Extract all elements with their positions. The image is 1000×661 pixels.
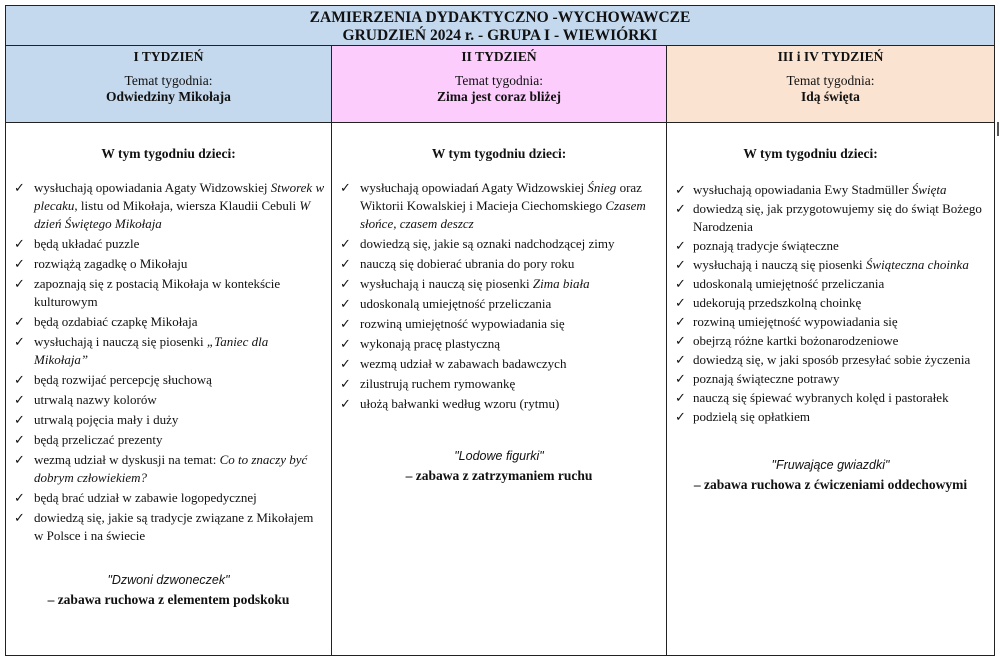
goal-item [12, 333, 325, 369]
goal-item-text: ułożą bałwanki według wzoru (rytmu) [360, 396, 560, 411]
week-1-header [6, 46, 331, 123]
week-3-4-game-name: "Fruwające gwiazdki" [771, 458, 890, 472]
week-1-game-desc: – zabawa ruchowa z elementem podskoku [47, 592, 290, 607]
week-3-4-game [673, 456, 988, 494]
checkmark-icon: ✓ [340, 180, 351, 195]
checkmark-icon: ✓ [340, 276, 351, 291]
goal-item-text: obejrzą różne kartki bożonarodzeniowe [693, 333, 899, 348]
goal-item-text: nauczą się dobierać ubrania do pory roku [360, 256, 575, 271]
goal-item [12, 451, 325, 487]
goal-item-text: , listu od Mikołaja, wiersza Klaudii Cebuli [74, 198, 300, 213]
checkmark-icon: ✓ [675, 238, 686, 253]
goal-item-title: Stworek w plecaku [34, 180, 325, 213]
week-2-game [338, 447, 660, 485]
goal-item-text: nauczą się śpiewać wybranych kolęd i pastorałek [693, 390, 949, 405]
checkmark-icon: ✓ [675, 314, 686, 329]
goal-item-text: będą brać udział w zabawie logopedycznej [34, 490, 257, 505]
goal-item-text: będą rozwijać percepcję słuchową [34, 372, 212, 387]
goal-item-text: zapoznają się z postacią Mikołaja w kontekście kulturowym [34, 276, 281, 309]
checkmark-icon: ✓ [675, 409, 686, 424]
week-1-topic-label: Temat tygodnia: [124, 73, 213, 88]
goal-item-text: wysłuchają opowiadań Agaty Widzowskiej [360, 180, 588, 195]
goal-item [673, 332, 988, 350]
checkmark-icon: ✓ [675, 390, 686, 405]
goal-item [673, 408, 988, 426]
checkmark-icon: ✓ [340, 376, 351, 391]
week-1-goals-list [12, 179, 325, 545]
checkmark-icon: ✓ [675, 276, 686, 291]
goal-item [12, 509, 325, 545]
goal-item-text: wykonają pracę plastyczną [360, 336, 501, 351]
plan-table [5, 5, 995, 656]
goal-item-text: wysłuchają i nauczą się piosenki [693, 257, 866, 272]
title-line-1: ZAMIERZENIA DYDAKTYCZNO -WYCHOWAWCZE [309, 9, 691, 26]
checkmark-icon: ✓ [675, 201, 686, 216]
week-1-column [6, 46, 332, 655]
scrollbar-marker[interactable] [997, 122, 999, 136]
goal-item-title: Śnieg [587, 180, 617, 195]
checkmark-icon: ✓ [14, 276, 25, 291]
checkmark-icon: ✓ [675, 257, 686, 272]
checkmark-icon: ✓ [675, 352, 686, 367]
goal-item-text: rozwiążą zagadkę o Mikołaju [34, 256, 188, 271]
checkmark-icon: ✓ [675, 182, 686, 197]
goal-item [673, 294, 988, 312]
checkmark-icon: ✓ [675, 371, 686, 386]
goal-item-title: „Taniec dla Mikołaja” [34, 334, 269, 367]
checkmark-icon: ✓ [14, 334, 25, 349]
checkmark-icon: ✓ [14, 432, 25, 447]
goal-item-text: rozwiną umiejętność wypowiadania się [693, 314, 898, 329]
goal-item-text: oraz Wiktorii Kowalskiej i Macieja Ciechomskiego [360, 180, 642, 213]
checkmark-icon: ✓ [14, 256, 25, 271]
week-3-4-column [667, 46, 994, 655]
checkmark-icon: ✓ [14, 392, 25, 407]
goal-item-text: będą ozdabiać czapkę Mikołaja [34, 314, 198, 329]
week-1-topic: Odwiedziny Mikołaja [106, 89, 231, 104]
goal-item-text: będą przeliczać prezenty [34, 432, 163, 447]
title-line-2: GRUDZIEŃ 2024 r. - GRUPA I - WIEWIÓRKI [342, 27, 658, 44]
goal-item-text: poznają tradycje świąteczne [693, 238, 839, 253]
goal-item [12, 489, 325, 507]
goal-item [12, 431, 325, 449]
week-1-subtitle: W tym tygodniu dzieci: [101, 146, 236, 161]
goal-item [338, 235, 660, 253]
goal-item [338, 179, 660, 233]
checkmark-icon: ✓ [340, 236, 351, 251]
goal-item-text: udekorują przedszkolną choinkę [693, 295, 862, 310]
week-3-4-header [667, 46, 994, 123]
goal-item-title: Czasem słońce, czasem deszcz [360, 198, 646, 231]
week-2-column [332, 46, 667, 655]
goal-item [338, 355, 660, 373]
checkmark-icon: ✓ [14, 412, 25, 427]
checkmark-icon: ✓ [14, 490, 25, 505]
week-2-topic: Zima jest coraz bliżej [436, 89, 562, 104]
week-2-goals-list [338, 179, 660, 413]
goal-item-text: wysłuchają opowiadania Agaty Widzowskiej [34, 180, 271, 195]
goal-item-title: Święta [911, 182, 947, 197]
checkmark-icon: ✓ [340, 356, 351, 371]
goal-item [338, 335, 660, 353]
goal-item-title: Zima biała [532, 276, 590, 291]
goal-item [673, 370, 988, 388]
goal-item [338, 255, 660, 273]
goal-item-text: wysłuchają opowiadania Ewy Stadmüller [693, 182, 912, 197]
table-title [6, 6, 994, 46]
week-3-4-topic: Idą święta [801, 89, 860, 104]
week-3-4-label: III i IV TYDZIEŃ [777, 49, 884, 64]
goal-item-text: dowiedzą się, jak przygotowujemy się do świąt Bożego Narodzenia [693, 201, 982, 234]
goal-item-text: poznają świąteczne potrawy [693, 371, 840, 386]
week-2-header [332, 46, 666, 123]
goal-item [12, 391, 325, 409]
goal-item-text: udoskonalą umiejętność przeliczania [360, 296, 552, 311]
goal-item-text: będą układać puzzle [34, 236, 140, 251]
week-1-game [12, 571, 325, 609]
week-2-topic-label: Temat tygodnia: [455, 73, 543, 88]
checkmark-icon: ✓ [340, 256, 351, 271]
goal-item-text: wysłuchają i nauczą się piosenki [360, 276, 533, 291]
goal-item-title: Świąteczna choinka [865, 257, 969, 272]
goal-item-title: Co to znaczy być dobrym człowiekiem? [34, 452, 308, 485]
goal-item [338, 375, 660, 393]
goal-item [12, 255, 325, 273]
checkmark-icon: ✓ [14, 452, 25, 467]
goal-item [673, 313, 988, 331]
goal-item [12, 235, 325, 253]
week-2-game-name: "Lodowe figurki" [454, 449, 544, 463]
checkmark-icon: ✓ [340, 396, 351, 411]
goal-item-text: wysłuchają i nauczą się piosenki [34, 334, 207, 349]
week-2-subtitle: W tym tygodniu dzieci: [431, 146, 567, 161]
goal-item [673, 351, 988, 369]
goal-item [338, 295, 660, 313]
week-3-4-game-desc: – zabawa ruchowa z ćwiczeniami oddechowymi [693, 477, 968, 492]
week-2-game-desc: – zabawa z zatrzymaniem ruchu [405, 468, 593, 483]
goal-item [12, 371, 325, 389]
goal-item [12, 179, 325, 233]
checkmark-icon: ✓ [14, 314, 25, 329]
goal-item-text: dowiedzą się, jakie są tradycje związane z Mikołajem w Polsce i na świecie [34, 510, 314, 543]
goal-item-title: W dzień Świętego Mikołaja [34, 198, 311, 231]
goal-item [338, 275, 660, 293]
goal-item [12, 313, 325, 331]
goal-item-text: dowiedzą się, w jaki sposób przesyłać sobie życzenia [693, 352, 971, 367]
checkmark-icon: ✓ [675, 333, 686, 348]
goal-item-text: udoskonalą umiejętność przeliczania [693, 276, 885, 291]
goal-item [673, 237, 988, 255]
checkmark-icon: ✓ [675, 295, 686, 310]
goal-item-text: podzielą się opłatkiem [693, 409, 810, 424]
week-2-label: II TYDZIEŃ [461, 49, 537, 64]
goal-item [673, 389, 988, 407]
goal-item [673, 181, 988, 199]
goal-item-text: zilustrują ruchem rymowankę [360, 376, 516, 391]
checkmark-icon: ✓ [14, 236, 25, 251]
goal-item-text: wezmą udział w zabawach badawczych [360, 356, 567, 371]
checkmark-icon: ✓ [14, 510, 25, 525]
week-3-4-goals-list [673, 181, 988, 426]
week-3-4-topic-label: Temat tygodnia: [786, 73, 875, 88]
checkmark-icon: ✓ [340, 336, 351, 351]
week-1-label: I TYDZIEŃ [133, 49, 204, 64]
goal-item [12, 275, 325, 311]
goal-item-text: dowiedzą się, jakie są oznaki nadchodzącej zimy [360, 236, 615, 251]
goal-item [338, 395, 660, 413]
goal-item-text: wezmą udział w dyskusji na temat: [34, 452, 220, 467]
goal-item [673, 275, 988, 293]
checkmark-icon: ✓ [14, 180, 25, 195]
goal-item [338, 315, 660, 333]
week-3-4-subtitle: W tym tygodniu dzieci: [743, 146, 878, 161]
goal-item [673, 256, 988, 274]
week-1-game-name: "Dzwoni dzwoneczek" [107, 573, 230, 587]
checkmark-icon: ✓ [340, 296, 351, 311]
goal-item-text: rozwiną umiejętność wypowiadania się [360, 316, 565, 331]
goal-item-text: utrwalą nazwy kolorów [34, 392, 157, 407]
goal-item-text: utrwalą pojęcia mały i duży [34, 412, 179, 427]
checkmark-icon: ✓ [340, 316, 351, 331]
goal-item [12, 411, 325, 429]
checkmark-icon: ✓ [14, 372, 25, 387]
goal-item [673, 200, 988, 236]
